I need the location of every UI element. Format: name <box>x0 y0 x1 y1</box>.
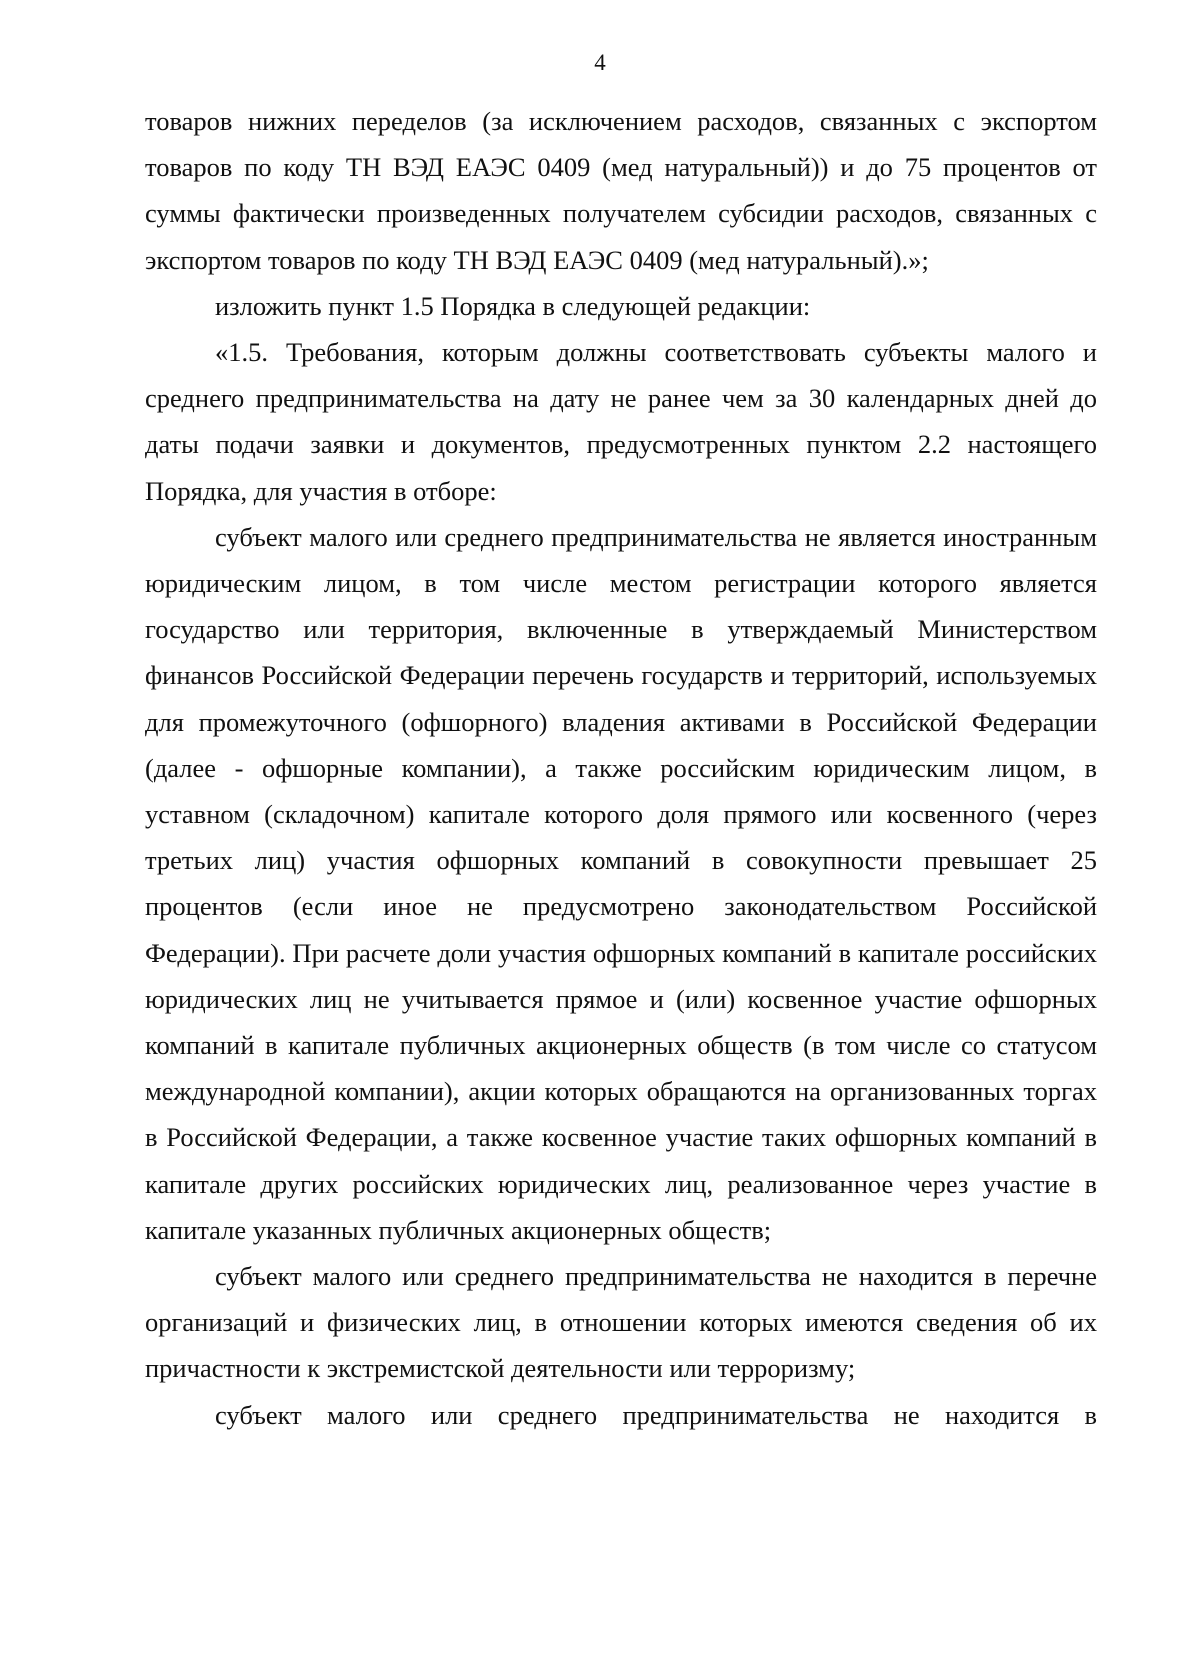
paragraph-clause-1-5: «1.5. Требования, которым должны соответствовать субъекты малого и среднего предпринимательства на дату не ранее чем за 30 календарных дней до даты подачи заявки и документов, предусмотренных пунктом 2.2 настоящего Порядка, для участия в отборе: <box>145 337 1097 506</box>
paragraph-continuation: товаров нижних переделов (за исключением расходов, связанных с экспортом товаров по коду ТН ВЭД ЕАЭС 0409 (мед натуральный)) и до 75 процентов от суммы фактически произведенных получателем субсидии расходов, связанных с экспортом товаров по коду ТН ВЭД ЕАЭС 0409 (мед натуральный).»; <box>145 106 1097 275</box>
document-body <box>145 98 1097 1438</box>
paragraph-requirement-offshore: субъект малого или среднего предпринимательства не является иностранным юридическим лицом, в том числе местом регистрации которого является государство или территория, включенные в утверждаемый Министерством финансов Российской Федерации перечень государств и территорий, используемых для промежуточного (офшорного) владения активами в Российской Федерации (далее - офшорные компании), а также российским юридическим лицом, в уставном (складочном) капитале которого доля прямого или косвенного (через третьих лиц) участия офшорных компаний в совокупности превышает 25 процентов (если иное не предусмотрено законодательством Российской Федерации). При расчете доли участия офшорных компаний в капитале российских юридических лиц не учитывается прямое и (или) косвенное участие офшорных компаний в капитале публичных акционерных обществ (в том числе со статусом международной компании), акции которых обращаются на организованных торгах в Российской Федерации, а также косвенное участие таких офшорных компаний в капитале других российских юридических лиц, реализованное через участие в капитале указанных публичных акционерных обществ; <box>145 521 1097 1245</box>
paragraph-requirement-next: субъект малого или среднего предпринимательства не находится в <box>215 1399 1097 1430</box>
paragraph-instruction: изложить пункт 1.5 Порядка в следующей редакции: <box>215 290 811 321</box>
page-number: 4 <box>594 50 606 75</box>
paragraph-requirement-extremism: субъект малого или среднего предпринимательства не находится в перечне организаций и физических лиц, в отношении которых имеются сведения об их причастности к экстремистской деятельности или терроризму; <box>145 1261 1097 1384</box>
